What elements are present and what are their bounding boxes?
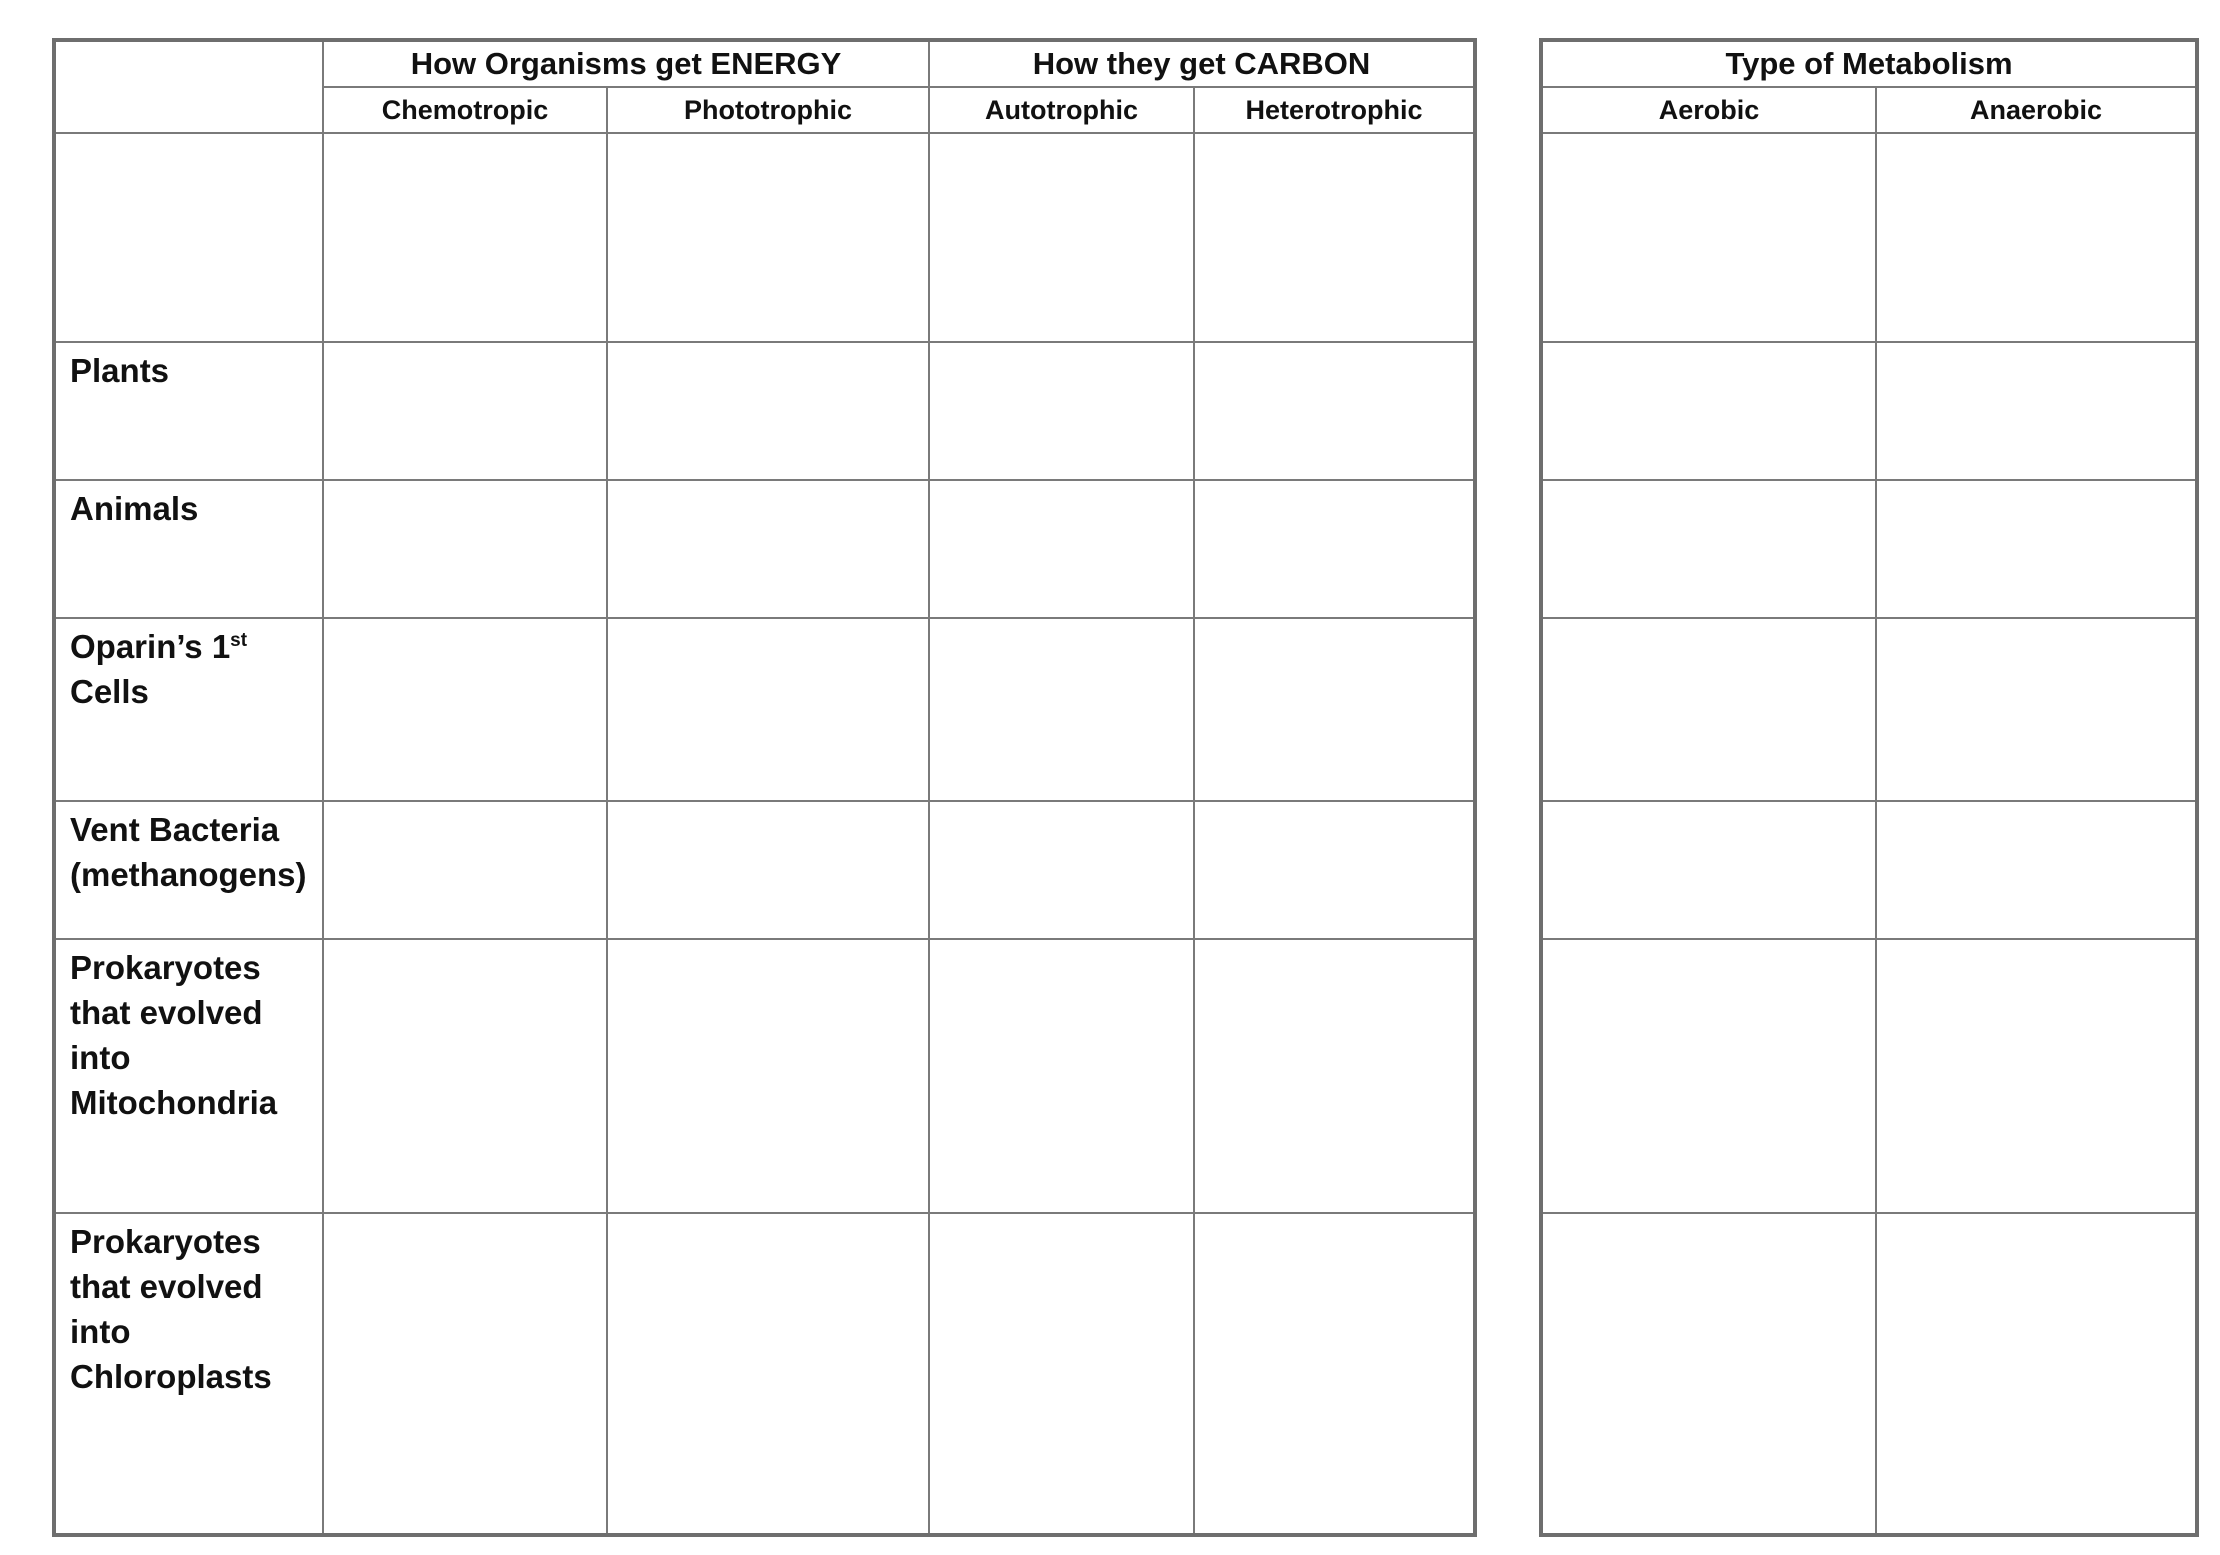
chemotropic-header: Chemotropic [323, 87, 607, 133]
row-label-animals: Animals [54, 480, 323, 618]
answer-cell[interactable] [607, 939, 929, 1213]
answer-cell[interactable] [323, 1213, 607, 1535]
answer-cell[interactable] [323, 480, 607, 618]
table-row [1541, 133, 2197, 342]
row-label-vent-bacteria: Vent Bacteria (methanogens) [54, 801, 323, 939]
answer-cell[interactable] [1876, 618, 2197, 801]
answer-cell[interactable] [1876, 133, 2197, 342]
answer-cell[interactable] [1541, 1213, 1876, 1535]
row-label-chloroplast-prokaryotes: Prokaryotes that evolved into Chloroplasts [54, 1213, 323, 1535]
row-label-plants: Plants [54, 342, 323, 480]
table-row [1541, 618, 2197, 801]
row-label-blank [54, 133, 323, 342]
answer-cell[interactable] [1876, 342, 2197, 480]
header-row-subs [1541, 87, 2197, 133]
aerobic-header: Aerobic [1541, 87, 1876, 133]
answer-cell[interactable] [1541, 133, 1876, 342]
answer-cell[interactable] [1194, 939, 1475, 1213]
row-label-oparins-cells: Oparin’s 1st Cells [54, 618, 323, 801]
answer-cell[interactable] [1876, 480, 2197, 618]
corner-cell [54, 40, 323, 133]
answer-cell[interactable] [607, 1213, 929, 1535]
autotrophic-header: Autotrophic [929, 87, 1194, 133]
table-row [1541, 342, 2197, 480]
header-row-groups [1541, 40, 2197, 87]
answer-cell[interactable] [607, 801, 929, 939]
answer-cell[interactable] [323, 801, 607, 939]
answer-cell[interactable] [323, 133, 607, 342]
answer-cell[interactable] [929, 480, 1194, 618]
table-row [54, 133, 1475, 342]
row-label-mitochondria-prokaryotes: Prokaryotes that evolved into Mitochondria [54, 939, 323, 1213]
table-row [54, 480, 1475, 618]
table-row [1541, 480, 2197, 618]
answer-cell[interactable] [607, 342, 929, 480]
answer-cell[interactable] [1194, 618, 1475, 801]
metabolism-group-header: Type of Metabolism [1541, 40, 2197, 87]
answer-cell[interactable] [607, 618, 929, 801]
phototrophic-header: Phototrophic [607, 87, 929, 133]
answer-cell[interactable] [1541, 801, 1876, 939]
answer-cell[interactable] [929, 1213, 1194, 1535]
answer-cell[interactable] [1194, 480, 1475, 618]
answer-cell[interactable] [607, 480, 929, 618]
carbon-group-header: How they get CARBON [929, 40, 1475, 87]
table-row [54, 801, 1475, 939]
answer-cell[interactable] [1876, 801, 2197, 939]
energy-group-header: How Organisms get ENERGY [323, 40, 929, 87]
heterotrophic-header: Heterotrophic [1194, 87, 1475, 133]
answer-cell[interactable] [1194, 801, 1475, 939]
answer-cell[interactable] [929, 342, 1194, 480]
answer-cell[interactable] [929, 618, 1194, 801]
table-row [1541, 801, 2197, 939]
answer-cell[interactable] [929, 939, 1194, 1213]
answer-cell[interactable] [1541, 480, 1876, 618]
answer-cell[interactable] [1541, 618, 1876, 801]
answer-cell[interactable] [1194, 133, 1475, 342]
answer-cell[interactable] [1541, 342, 1876, 480]
header-row-groups [54, 40, 1475, 87]
organism-table [52, 38, 1477, 1537]
answer-cell[interactable] [1194, 342, 1475, 480]
answer-cell[interactable] [929, 801, 1194, 939]
anaerobic-header: Anaerobic [1876, 87, 2197, 133]
answer-cell[interactable] [1876, 1213, 2197, 1535]
answer-cell[interactable] [323, 939, 607, 1213]
table-row [54, 618, 1475, 801]
answer-cell[interactable] [1876, 939, 2197, 1213]
table-row [1541, 939, 2197, 1213]
answer-cell[interactable] [1541, 939, 1876, 1213]
table-row [54, 1213, 1475, 1535]
answer-cell[interactable] [323, 342, 607, 480]
table-row [54, 342, 1475, 480]
answer-cell[interactable] [1194, 1213, 1475, 1535]
answer-cell[interactable] [929, 133, 1194, 342]
table-row [54, 939, 1475, 1213]
table-row [1541, 1213, 2197, 1535]
answer-cell[interactable] [607, 133, 929, 342]
metabolism-table [1539, 38, 2199, 1537]
answer-cell[interactable] [323, 618, 607, 801]
